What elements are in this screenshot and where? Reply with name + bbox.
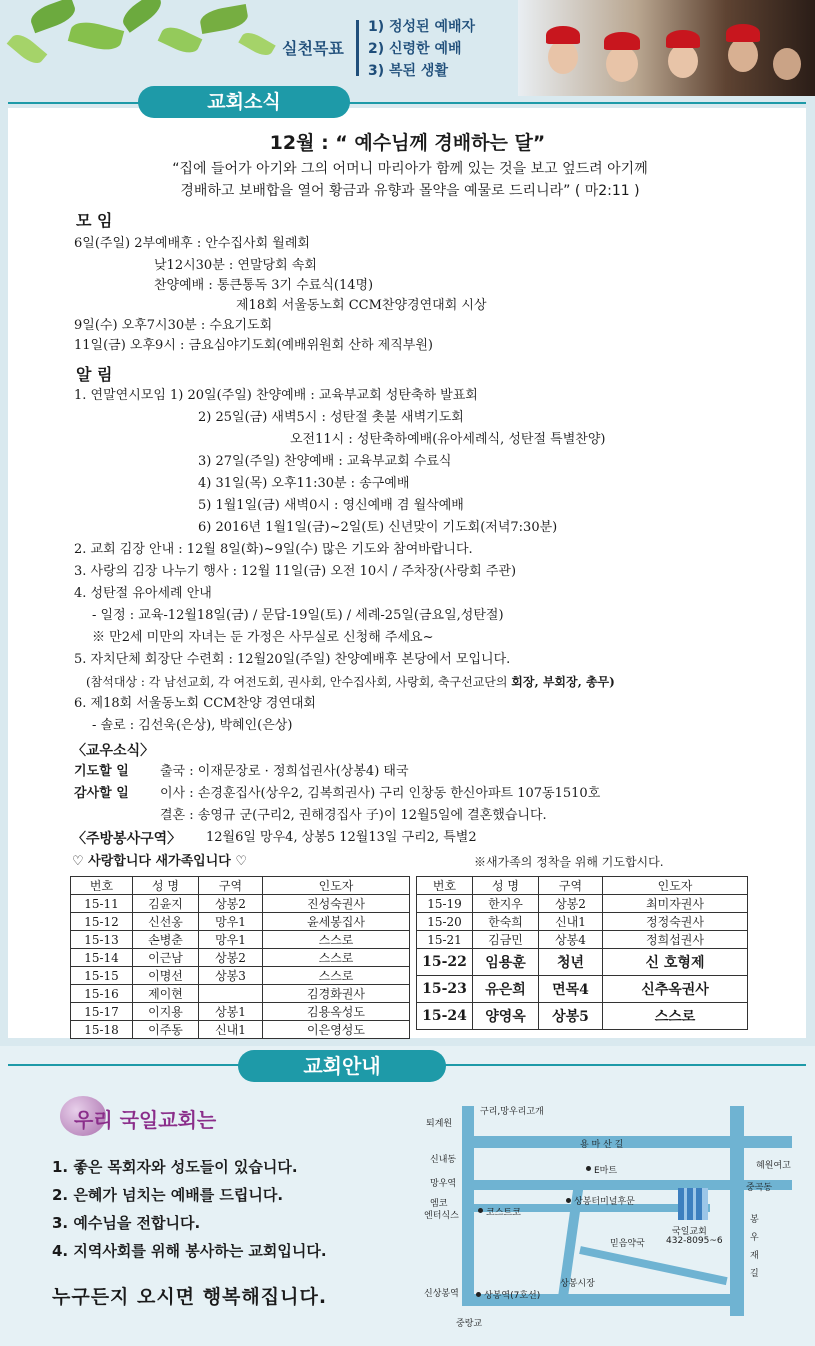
table-cell: 15-17 [71, 1003, 133, 1021]
map-label: 신상봉역 [424, 1289, 459, 1299]
table-cell: 15-15 [71, 967, 133, 985]
table-cell: 한숙희 [473, 913, 539, 931]
church-info-banner: 교회안내 [238, 1050, 446, 1082]
table-row [71, 1021, 410, 1039]
table-cell: 양영옥 [473, 1003, 539, 1030]
table-cell: 면목4 [539, 976, 603, 1003]
table-cell: 정희섭권사 [603, 931, 748, 949]
notice-line: 5) 1월1일(금) 새벽0시 : 영신예배 겸 월삭예배 [198, 498, 464, 513]
banner-rule [8, 102, 806, 104]
table-cell: 15-21 [417, 931, 473, 949]
kitchen-title: 〈주방봉사구역〉 [72, 831, 182, 847]
meeting-line: 낮12시30분 : 연말당회 속회 [154, 258, 317, 273]
map-label: 중랑교 [456, 1319, 483, 1329]
table-cell: 김윤지 [133, 895, 199, 913]
intro-item: 4. 지역사회를 위해 봉사하는 교회입니다. [52, 1242, 327, 1260]
church-building-icon [678, 1188, 708, 1220]
table-cell: 15-11 [71, 895, 133, 913]
table-cell: 신 호형제 [603, 949, 748, 976]
notice-line: 3) 27일(주일) 찬양예배 : 교육부교회 수료식 [198, 454, 452, 469]
col-header: 인도자 [603, 877, 748, 895]
goal-list [368, 16, 475, 82]
map-label: 망우역 [430, 1179, 457, 1189]
table-cell: 임용훈 [473, 949, 539, 976]
goal-item: 3) 복된 생활 [368, 63, 448, 79]
table-cell: 손병춘 [133, 931, 199, 949]
map-label: 엔터식스 [424, 1211, 459, 1221]
news-banner: 교회소식 [138, 86, 350, 118]
slogan: 누구든지 오시면 행복해집니다. [52, 1286, 328, 1308]
table-cell: 한지우 [473, 895, 539, 913]
map-label: 신내동 [430, 1155, 457, 1165]
location-map [420, 1096, 800, 1336]
verse-line: “집에 들어가 아기와 그의 어머니 마리아가 함께 있는 것을 보고 엎드려 아기께 [172, 161, 648, 177]
station-marker [476, 1292, 481, 1297]
notice-line: - 솔로 : 김선욱(은상), 박혜인(은상) [92, 718, 293, 733]
table-cell: 이명선 [133, 967, 199, 985]
map-label: 재 [750, 1251, 759, 1261]
table-cell: 유은희 [473, 976, 539, 1003]
verse-line: 경배하고 보배합을 열어 황금과 유향과 몰약을 예물로 드리니라” ( 마2:11 ) [180, 183, 640, 199]
table-cell [199, 985, 263, 1003]
table-row [71, 949, 410, 967]
table-row [417, 949, 748, 976]
meeting-line: 찬양예배 : 통큰통독 3기 수료식(14명) [154, 278, 374, 293]
table-cell: 김경화권사 [263, 985, 410, 1003]
map-label: 코스트코 [486, 1208, 521, 1218]
table-cell: 신내1 [539, 913, 603, 931]
goal-divider [356, 20, 359, 76]
col-header: 성 명 [133, 877, 199, 895]
table-cell: 진성숙권사 [263, 895, 410, 913]
map-label: 상봉시장 [560, 1279, 595, 1289]
intro-item: 1. 좋은 목회자와 성도들이 있습니다. [52, 1158, 298, 1176]
notice-line: 1. 연말연시모임 1) 20일(주일) 찬양예배 : 교육부교회 성탄축하 발표회 [74, 388, 478, 403]
col-header: 번호 [417, 877, 473, 895]
table-cell: 망우1 [199, 913, 263, 931]
table-row [417, 976, 748, 1003]
col-header: 성 명 [473, 877, 539, 895]
table-cell: 신내1 [199, 1021, 263, 1039]
road-diagonal [579, 1246, 727, 1285]
table-cell: 이지용 [133, 1003, 199, 1021]
col-header: 구역 [199, 877, 263, 895]
table-cell: 15-14 [71, 949, 133, 967]
notice-line: 4) 31일(목) 오후11:30분 : 송구예배 [198, 476, 410, 491]
table-header-row [71, 877, 410, 895]
meeting-line: 9일(수) 오후7시30분 : 수요기도회 [74, 318, 273, 333]
table-cell: 이주동 [133, 1021, 199, 1039]
table-cell: 15-23 [417, 976, 473, 1003]
goal-title: 실천목표 [282, 39, 344, 58]
col-header: 인도자 [263, 877, 410, 895]
table-row [417, 913, 748, 931]
table-cell: 망우1 [199, 931, 263, 949]
map-label: 상봉역(7호선) [484, 1291, 541, 1301]
thanks-label: 감사할 일 [74, 786, 129, 801]
meeting-line: 제18회 서울동노회 CCM찬양경연대회 시상 [236, 298, 487, 313]
notice-line: 4. 성탄절 유아세례 안내 [74, 586, 212, 601]
table-cell: 윤세봉집사 [263, 913, 410, 931]
table-cell: 상봉2 [199, 949, 263, 967]
thanks-text: 결혼 : 송영규 군(구리2, 권해경집사 子)이 12월5일에 결혼했습니다. [160, 808, 547, 823]
map-label: 길 [750, 1269, 759, 1279]
table-row [71, 1003, 410, 1021]
table-cell: 이은영성도 [263, 1021, 410, 1039]
goal-item: 1) 정성된 예배자 [368, 19, 476, 35]
col-header: 구역 [539, 877, 603, 895]
members-title: 〈교우소식〉 [72, 743, 155, 759]
col-header: 번호 [71, 877, 133, 895]
table-cell: 정정숙권사 [603, 913, 748, 931]
map-label: 용 마 산 길 [580, 1140, 624, 1150]
map-label: 중곡동 [746, 1183, 773, 1193]
costco-marker [478, 1208, 483, 1213]
table-row [71, 895, 410, 913]
table-cell: 15-13 [71, 931, 133, 949]
meetings-title: 모 임 [76, 211, 113, 230]
pray-text: 출국 : 이재문장로 · 정희섭권사(상봉4) 태국 [160, 764, 409, 779]
table-row [417, 931, 748, 949]
table-cell: 15-16 [71, 985, 133, 1003]
map-label: 국일교회 [672, 1227, 707, 1237]
scripture-verse [60, 158, 760, 202]
map-label: 퇴계원 [426, 1119, 453, 1129]
notices-title: 알 림 [76, 365, 113, 384]
kitchen-text: 12월6일 망우4, 상봉5 12월13일 구리2, 특별2 [206, 830, 477, 845]
table-cell: 15-18 [71, 1021, 133, 1039]
intro-title: 우리 국일교회는 [74, 1108, 217, 1132]
table-row [71, 931, 410, 949]
table-cell: 상봉3 [199, 967, 263, 985]
notice-line: (참석대상 : 각 남선교회, 각 여전도회, 권사회, 안수집사회, 사랑회, 축구선교단의 회장, 부회장, 총무) [86, 675, 615, 689]
thanks-text: 이사 : 손경훈집사(상우2, 김복희권사) 구리 인창동 한신아파트 107동1510호 [160, 786, 601, 801]
meeting-line: 6일(주일) 2부예배후 : 안수집사회 월례회 [74, 236, 310, 251]
notice-line: 2) 25일(금) 새벽5시 : 성탄절 촛불 새벽기도회 [198, 410, 464, 425]
notice-line: - 일정 : 교육-12월18일(금) / 문답-19일(토) / 세례-25일(금요일,성탄절) [92, 608, 504, 623]
road-bongu [730, 1106, 744, 1316]
table-cell: 15-22 [417, 949, 473, 976]
table-cell: 제이현 [133, 985, 199, 1003]
table-cell: 상봉2 [539, 895, 603, 913]
table-cell: 상봉4 [539, 931, 603, 949]
table-row [71, 985, 410, 1003]
table-cell: 15-20 [417, 913, 473, 931]
map-label: 믿음약국 [610, 1239, 645, 1249]
map-label: 상봉터미널후문 [574, 1197, 635, 1207]
table-cell: 15-19 [417, 895, 473, 913]
table-cell: 최미자권사 [603, 895, 748, 913]
table-cell: 15-12 [71, 913, 133, 931]
notice-line: 3. 사랑의 김장 나누기 행사 : 12월 11일(금) 오전 10시 / 주차장(사랑회 주관) [74, 564, 517, 579]
table-cell: 상봉1 [199, 1003, 263, 1021]
notice-line: 오전11시 : 성탄축하예배(유아세례식, 성탄절 특별찬양) [290, 432, 606, 447]
map-label: 우 [750, 1233, 759, 1243]
notice-line: 6) 2016년 1월1일(금)~2일(토) 신년맞이 기도회(저녁7:30분) [198, 520, 558, 535]
newcomers-table-left [70, 876, 410, 1039]
table-cell: 상봉2 [199, 895, 263, 913]
table-cell: 스스로 [263, 949, 410, 967]
notice-line: ※ 만2세 미만의 자녀는 둔 가정은 사무실로 신청해 주세요~ [92, 630, 434, 645]
table-row [71, 913, 410, 931]
newcomers-title: ♡ 사랑합니다 새가족입니다 ♡ [72, 854, 248, 869]
monthly-theme: 12월 : “ 예수님께 경배하는 달” [269, 132, 546, 154]
intro-item: 2. 은혜가 넘치는 예배를 드립니다. [52, 1186, 284, 1204]
newcomers-note: ※새가족의 정착을 위해 기도합시다. [474, 855, 664, 869]
map-label: 엠코 [430, 1199, 448, 1209]
choir-photo [518, 0, 815, 96]
notice-line: 5. 자치단체 회장단 수련회 : 12월20일(주일) 찬양예배후 본당에서 모입니다. [74, 652, 511, 667]
table-row [417, 895, 748, 913]
intro-item: 3. 예수님을 전합니다. [52, 1214, 201, 1232]
notice-line: 6. 제18회 서울동노회 CCM찬양 경연대회 [74, 696, 316, 711]
table-cell: 신선옹 [133, 913, 199, 931]
table-cell: 김용옥성도 [263, 1003, 410, 1021]
notice-line: 2. 교회 김장 안내 : 12월 8일(화)~9일(수) 많은 기도와 참여바랍니다. [74, 542, 473, 557]
goal-item: 2) 신령한 예배 [368, 41, 462, 57]
emart-marker [586, 1166, 591, 1171]
table-cell: 이근남 [133, 949, 199, 967]
table-cell: 스스로 [263, 931, 410, 949]
table-header-row [417, 877, 748, 895]
table-cell: 청년 [539, 949, 603, 976]
table-cell: 신추옥권사 [603, 976, 748, 1003]
table-row [417, 1003, 748, 1030]
map-label: 봉 [750, 1215, 759, 1225]
table-row [71, 967, 410, 985]
terminal-marker [566, 1198, 571, 1203]
map-label: 혜원여고 [756, 1161, 791, 1171]
pray-label: 기도할 일 [74, 764, 129, 779]
table-cell: 상봉5 [539, 1003, 603, 1030]
table-cell: 15-24 [417, 1003, 473, 1030]
table-cell: 스스로 [263, 967, 410, 985]
map-label: E마트 [594, 1166, 618, 1176]
map-label: 구리,망우리고개 [480, 1107, 544, 1117]
table-cell: 스스로 [603, 1003, 748, 1030]
table-cell: 김금민 [473, 931, 539, 949]
map-label: 432-8095~6 [666, 1236, 723, 1246]
newcomers-table-right [416, 876, 748, 1030]
meeting-line: 11일(금) 오후9시 : 금요심야기도회(예배위원회 산하 제직부원) [74, 338, 433, 353]
